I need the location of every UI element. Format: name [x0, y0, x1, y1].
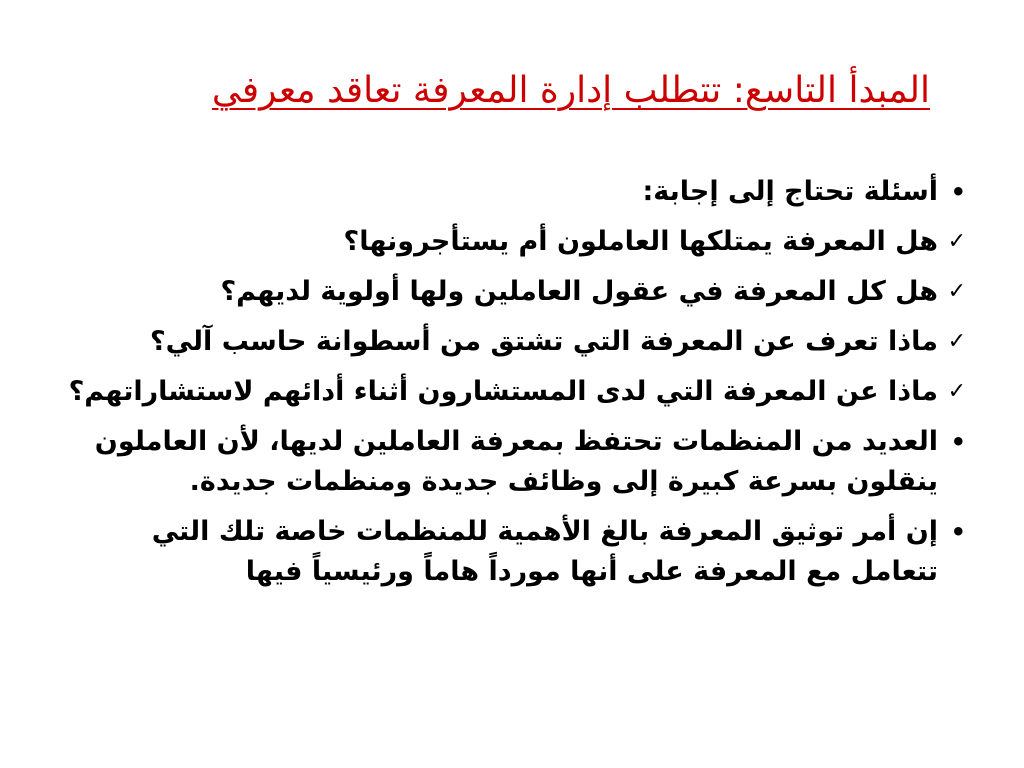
bullet-icon: • — [950, 178, 966, 206]
checkmark-icon: ✓ — [947, 329, 966, 354]
checklist-item — [60, 372, 966, 412]
checklist-item — [60, 222, 966, 262]
bullet-icon: • — [950, 518, 966, 546]
bullet-text: أسئلة تحتاج إلى إجابة: — [642, 176, 938, 207]
checkmark-icon: ✓ — [947, 379, 966, 404]
checklist-text: هل كل المعرفة في عقول العاملين ولها أولوية لديهم؟ — [220, 276, 938, 307]
bullet-item — [60, 422, 966, 502]
checklist-text: ماذا تعرف عن المعرفة التي تشتق من أسطوانة حاسب آلي؟ — [149, 326, 938, 357]
checklist-text: ماذا عن المعرفة التي لدى المستشارون أثناء أدائهم لاستشاراتهم؟ — [68, 376, 938, 407]
slide-title: المبدأ التاسع: تتطلب إدارة المعرفة تعاقد معرفي — [211, 70, 930, 111]
checklist-item — [60, 272, 966, 312]
bullet-item — [60, 512, 966, 592]
bullet-item — [60, 172, 966, 212]
checklist-text: هل المعرفة يمتلكها العاملون أم يستأجرونها؟ — [343, 226, 938, 257]
bullet-text: إن أمر توثيق المعرفة بالغ الأهمية للمنظمات خاصة تلك التي تتعامل مع المعرفة على أنها مورداً هاماً ورئيسياً فيها — [151, 516, 938, 587]
slide-content — [60, 172, 966, 602]
bullet-icon: • — [950, 428, 966, 456]
checklist-item — [60, 322, 966, 362]
checkmark-icon: ✓ — [947, 229, 966, 254]
checkmark-icon: ✓ — [947, 279, 966, 304]
bullet-text: العديد من المنظمات تحتفظ بمعرفة العاملين لديها، لأن العاملون ينقلون بسرعة كبيرة إلى وظائف جديدة ومنظمات جديدة. — [94, 426, 938, 497]
